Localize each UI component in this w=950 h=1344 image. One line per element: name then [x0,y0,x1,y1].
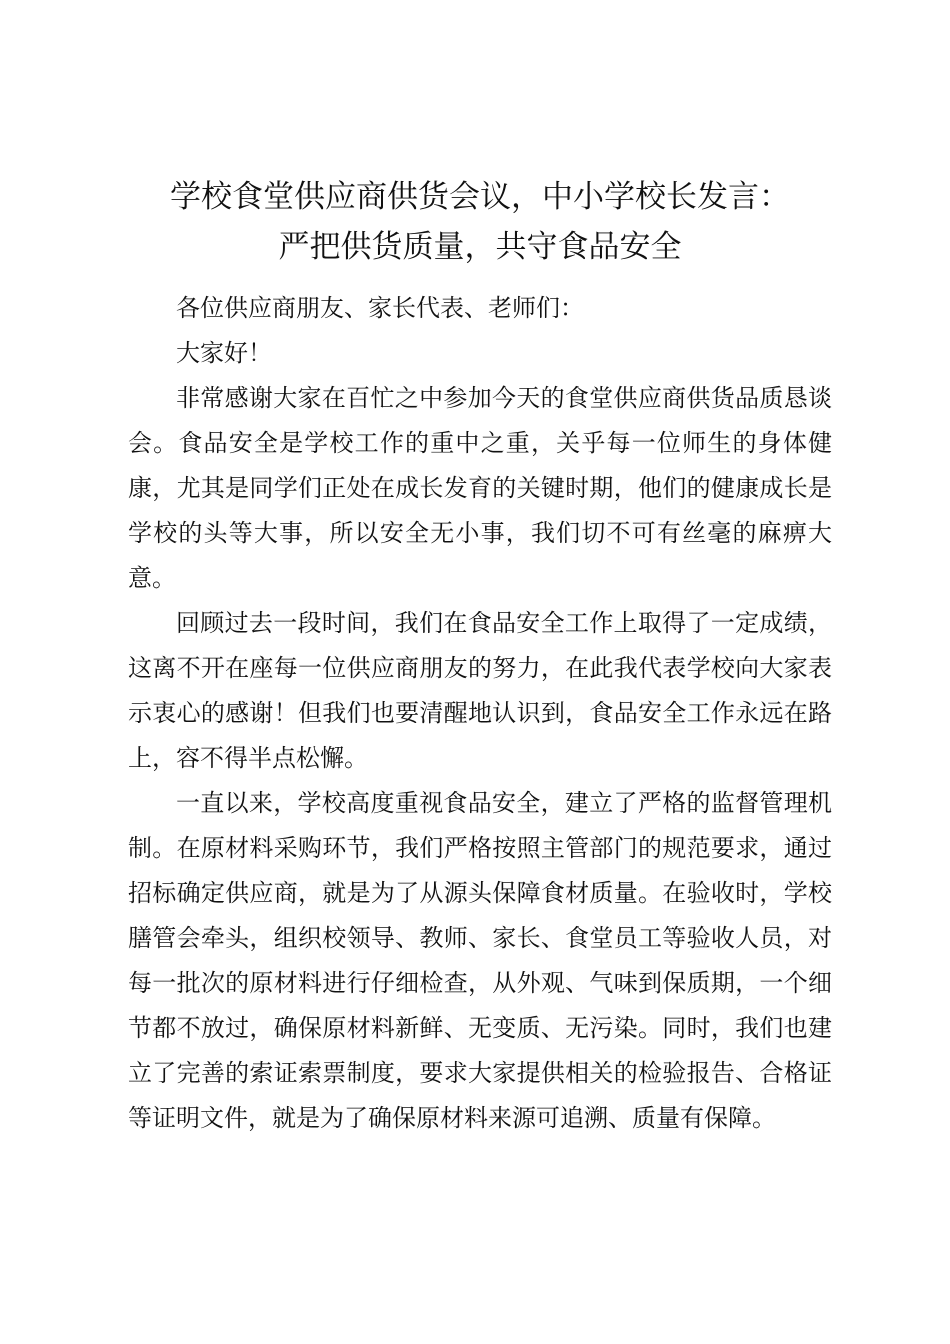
greeting: 大家好！ [176,339,272,367]
title-line-2: 严把供货质量，共守食品安全 [278,229,682,265]
document-title [128,172,832,272]
paragraph-2: 回顾过去一段时间，我们在食品安全工作上取得了一定成绩，这离不开在座每一位供应商朋友的努力，在此我代表学校向大家表示衷心的感谢！但我们也要清醒地认识到，食品安全工作永远在路上，容不得半点松懈。 [128,609,832,772]
paragraph-3: 一直以来，学校高度重视食品安全，建立了严格的监督管理机制。在原材料采购环节，我们严格按照主管部门的规范要求，通过招标确定供应商，就是为了从源头保障食材质量。在验收时，学校膳管会牵头，组织校领导、教师、家长、食堂员工等验收人员，对每一批次的原材料进行仔细检查，从外观、气味到保质期，一个细节都不放过，确保原材料新鲜、无变质、无污染。同时，我们也建立了完善的索证索票制度，要求大家提供相关的检验报告、合格证等证明文件，就是为了确保原材料来源可追溯、质量有保障。 [128,789,832,1132]
document-page [128,172,832,1141]
salutation: 各位供应商朋友、家长代表、老师们： [176,294,584,322]
title-line-1: 学校食堂供应商供货会议，中小学校长发言： [170,179,790,215]
paragraph-1: 非常感谢大家在百忙之中参加今天的食堂供应商供货品质恳谈会。食品安全是学校工作的重中之重，关乎每一位师生的身体健康，尤其是同学们正处在成长发育的关键时期，他们的健康成长是学校的头等大事，所以安全无小事，我们切不可有丝毫的麻痹大意。 [128,384,832,592]
